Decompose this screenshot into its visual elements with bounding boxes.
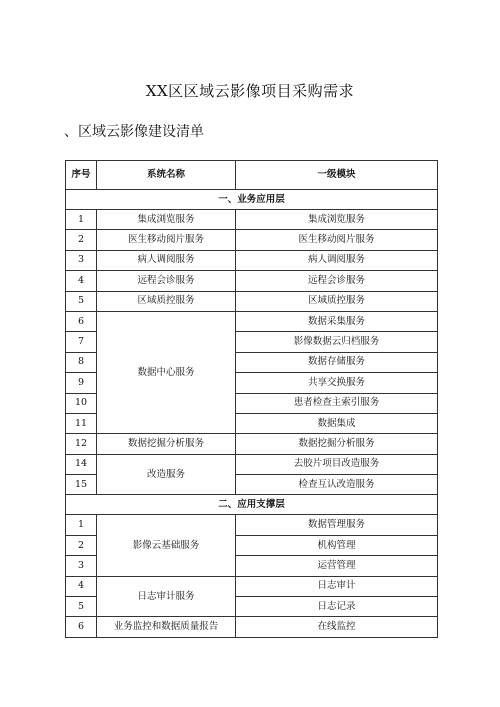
table-row bbox=[66, 454, 438, 474]
table-row bbox=[66, 311, 438, 331]
seq-cell: 15 bbox=[66, 475, 97, 495]
table-row bbox=[66, 515, 438, 535]
module-cell: 集成浏览服务 bbox=[236, 210, 438, 230]
section-row bbox=[66, 190, 438, 210]
system-cell: 改造服务 bbox=[97, 454, 236, 495]
module-cell: 机构管理 bbox=[236, 535, 438, 555]
seq-cell: 7 bbox=[66, 332, 97, 352]
seq-cell: 2 bbox=[66, 535, 97, 555]
module-cell: 医生移动阅片服务 bbox=[236, 230, 438, 250]
module-cell: 共享交换服务 bbox=[236, 373, 438, 393]
table-header-row bbox=[66, 161, 438, 190]
module-cell: 病人调阅服务 bbox=[236, 250, 438, 270]
system-cell: 数据中心服务 bbox=[97, 311, 236, 433]
seq-cell: 14 bbox=[66, 454, 97, 474]
seq-cell: 5 bbox=[66, 597, 97, 617]
system-cell: 业务监控和数据质量报告 bbox=[97, 617, 236, 637]
system-cell: 区域质控服务 bbox=[97, 291, 236, 311]
seq-cell: 3 bbox=[66, 250, 97, 270]
header-seq: 序号 bbox=[66, 161, 97, 190]
document-title: XX区区域云影像项目采购需求 bbox=[145, 82, 355, 100]
module-cell: 区域质控服务 bbox=[236, 291, 438, 311]
section-title-support: 二、应用支撑层 bbox=[66, 495, 438, 515]
section-row bbox=[66, 495, 438, 515]
module-cell: 检查互认改造服务 bbox=[236, 475, 438, 495]
system-cell: 日志审计服务 bbox=[97, 576, 236, 617]
seq-cell: 8 bbox=[66, 352, 97, 372]
section-title-business: 一、业务应用层 bbox=[66, 190, 438, 210]
requirements-table bbox=[65, 160, 438, 638]
seq-cell: 4 bbox=[66, 271, 97, 291]
module-cell: 数据存储服务 bbox=[236, 352, 438, 372]
seq-cell: 4 bbox=[66, 576, 97, 596]
module-cell: 数据管理服务 bbox=[236, 515, 438, 535]
system-cell: 医生移动阅片服务 bbox=[97, 230, 236, 250]
module-cell: 患者检查主索引服务 bbox=[236, 393, 438, 413]
seq-cell: 3 bbox=[66, 556, 97, 576]
table-row bbox=[66, 210, 438, 230]
header-module: 一级模块 bbox=[236, 161, 438, 190]
section-heading: 、区域云影像建设清单 bbox=[64, 124, 204, 140]
table-row bbox=[66, 250, 438, 270]
system-cell: 集成浏览服务 bbox=[97, 210, 236, 230]
system-cell: 远程会诊服务 bbox=[97, 271, 236, 291]
table-row bbox=[66, 271, 438, 291]
module-cell: 远程会诊服务 bbox=[236, 271, 438, 291]
system-cell: 影像云基础服务 bbox=[97, 515, 236, 576]
seq-cell: 1 bbox=[66, 210, 97, 230]
seq-cell: 11 bbox=[66, 413, 97, 433]
table-row bbox=[66, 230, 438, 250]
seq-cell: 6 bbox=[66, 617, 97, 637]
module-cell: 去胶片项目改造服务 bbox=[236, 454, 438, 474]
seq-cell: 5 bbox=[66, 291, 97, 311]
module-cell: 在线监控 bbox=[236, 617, 438, 637]
seq-cell: 1 bbox=[66, 515, 97, 535]
module-cell: 数据挖掘分析服务 bbox=[236, 434, 438, 454]
table-row bbox=[66, 291, 438, 311]
table-row bbox=[66, 434, 438, 454]
system-cell: 病人调阅服务 bbox=[97, 250, 236, 270]
module-cell: 影像数据云归档服务 bbox=[236, 332, 438, 352]
table-row bbox=[66, 617, 438, 637]
module-cell: 日志记录 bbox=[236, 597, 438, 617]
header-system-name: 系统名称 bbox=[97, 161, 236, 190]
seq-cell: 10 bbox=[66, 393, 97, 413]
module-cell: 数据采集服务 bbox=[236, 311, 438, 331]
module-cell: 日志审计 bbox=[236, 576, 438, 596]
seq-cell: 12 bbox=[66, 434, 97, 454]
table-row bbox=[66, 576, 438, 596]
module-cell: 运营管理 bbox=[236, 556, 438, 576]
seq-cell: 9 bbox=[66, 373, 97, 393]
seq-cell: 6 bbox=[66, 311, 97, 331]
module-cell: 数据集成 bbox=[236, 413, 438, 433]
system-cell: 数据挖掘分析服务 bbox=[97, 434, 236, 454]
seq-cell: 2 bbox=[66, 230, 97, 250]
